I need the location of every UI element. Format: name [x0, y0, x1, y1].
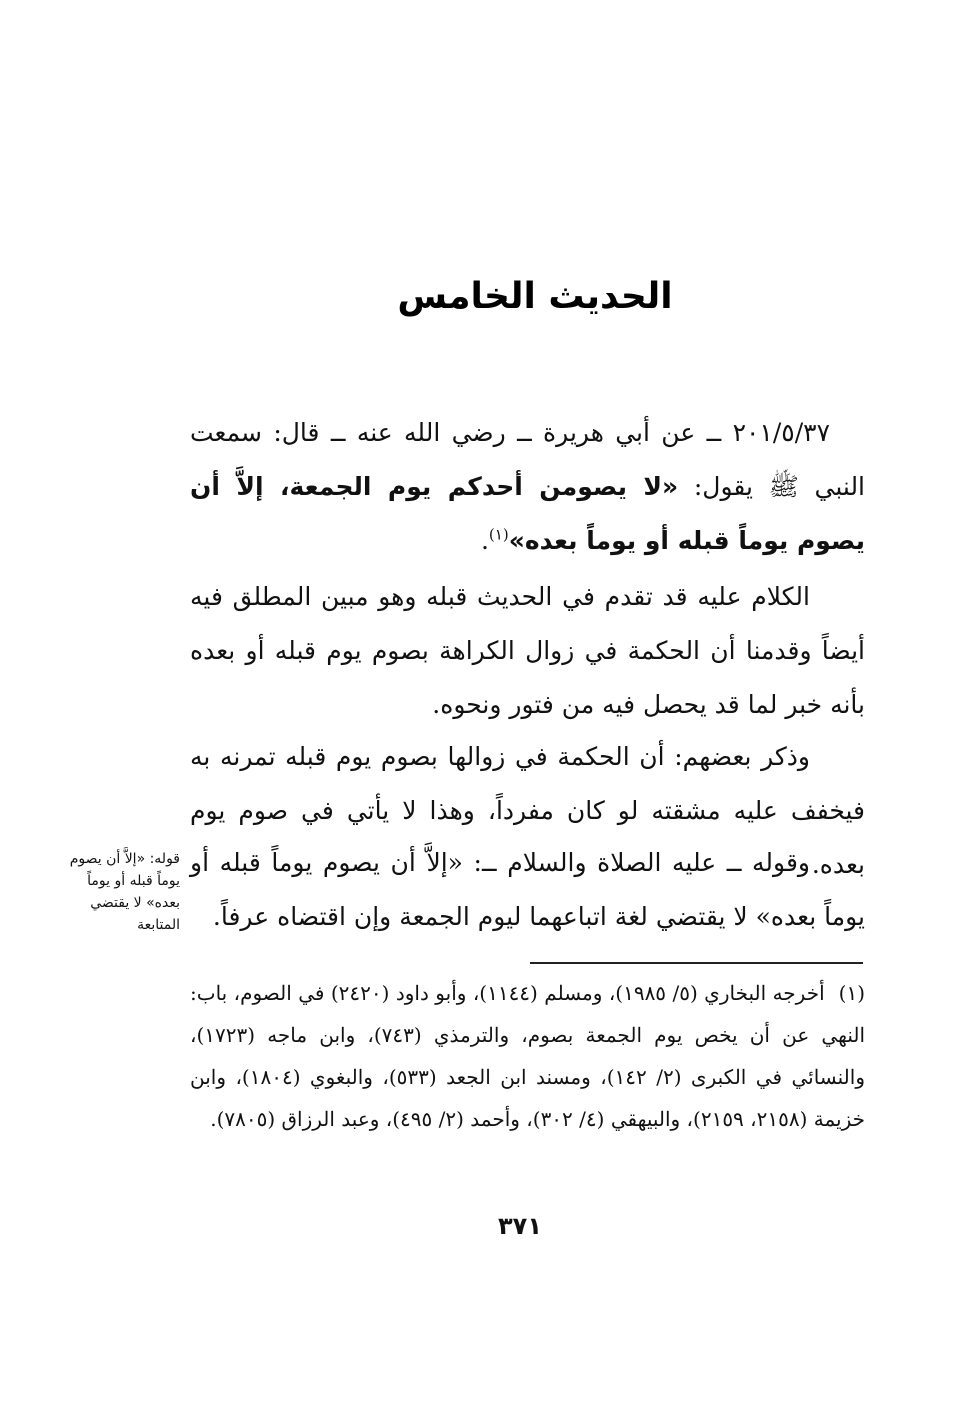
- footnote-reference: (١): [488, 525, 509, 544]
- hadith-paragraph: [190, 406, 865, 568]
- footnote-number: (١): [838, 981, 865, 1005]
- commentary-block-3: [190, 836, 865, 944]
- footnote-divider: [530, 962, 863, 964]
- hadith-block: [190, 406, 865, 568]
- margin-note: قوله: «إلاَّ أن يصوم يوماً قبله أو يوماً بعده» لا يقتضي المتابعة: [69, 851, 180, 933]
- commentary-paragraph-2: وذكر بعضهم: أن الحكمة في زوالها بصوم يوم قبله تمرنه به فيخفف عليه مشقته لو كان مفرداً، وهذا لا يأتي في صوم يوم بعده.: [190, 742, 865, 879]
- hadith-intro: ٢٠١/٥/٣٧ ــ عن أبي هريرة ــ رضي الله عنه ــ قال: سمعت النبي ﷺ يقول:: [190, 418, 866, 501]
- hadith-quote: «لا يصومن أحدكم يوم الجمعة، إلاَّ أن يصوم يوماً قبله أو يوماً بعده»: [190, 472, 865, 555]
- footnote: [190, 972, 865, 1140]
- chapter-title: الحديث الخامس: [397, 276, 673, 317]
- commentary-paragraph-3: وقوله ــ عليه الصلاة والسلام ــ: «إلاَّ أن يصوم يوماً قبله أو يوماً بعده» لا يقتضي لغة اتباعهما ليوم الجمعة وإن اقتضاه عرفاً.: [190, 848, 865, 931]
- footnote-text: أخرجه البخاري (٥/ ١٩٨٥)، ومسلم (١١٤٤)، وأبو داود (٢٤٢٠) في الصوم، باب: النهي عن أن يخص يوم الجمعة بصوم، والترمذي (٧٤٣)، وابن ماجه (١٧٢٣)، والنسائي في الكبرى (٢/ ١٤٢)، ومسند ابن الجعد (٥٣٣)، والبغوي (١٨٠٤)، وابن خزيمة (٢١٥٨، ٢١٥٩)، والبيهقي (٤/ ٣٠٢)، وأحمد (٢/ ٤٩٥)، وعبد الرزاق (٧٨٠٥).: [190, 981, 866, 1131]
- commentary-block-1: [190, 570, 865, 732]
- hadith-end: .: [480, 526, 489, 555]
- page-number: ٣٧١: [498, 1212, 542, 1240]
- commentary-paragraph-1: الكلام عليه قد تقدم في الحديث قبله وهو مبين المطلق فيه أيضاً وقدمنا أن الحكمة في زوال الكراهة بصوم يوم قبله أو بعده بأنه خبر لما قد يحصل فيه من فتور ونحوه.: [190, 582, 865, 719]
